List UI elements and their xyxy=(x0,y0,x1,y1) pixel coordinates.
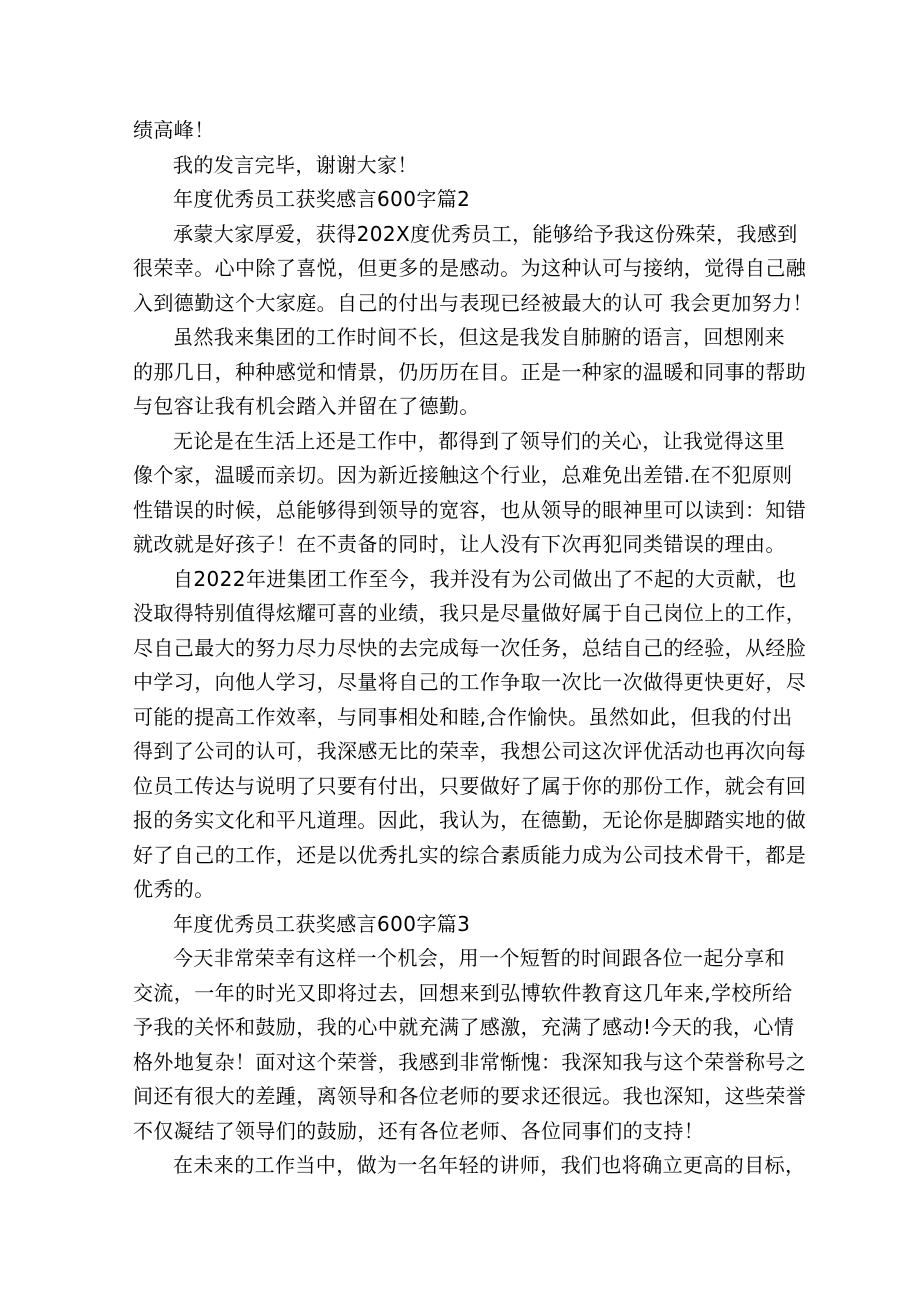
text-line: 年度优秀员工获奖感言600字篇2 xyxy=(173,187,471,211)
text-line: 予我的关怀和鼓励，我的心中就充满了感激，充满了感动!今天的我，心情 xyxy=(133,1015,795,1039)
text-line: 优秀的。 xyxy=(133,877,215,901)
text-line: 年度优秀员工获奖感言600字篇3 xyxy=(173,911,471,936)
text-line: 没取得特别值得炫耀可喜的业绩，我只是尽量做好属于自己岗位上的工作， xyxy=(133,601,807,625)
text-line: 报的务实文化和平凡道理。因此，我认为，在德勤，无论你是脚踏实地的做 xyxy=(133,808,807,832)
text-line: 好了自己的工作，还是以优秀扎实的综合素质能力成为公司技术骨干，都是 xyxy=(133,842,807,867)
text-line: 很荣幸。心中除了喜悦，但更多的是感动。为这种认可与接纳，觉得自己融 xyxy=(133,256,807,280)
text-line: 入到德勤这个大家庭。自己的付出与表现已经被最大的认可 我会更加努力！ xyxy=(133,290,813,315)
text-line: 尽自己最大的努力尽力尽快的去完成每一次任务，总结自己的经验，从经脸 xyxy=(133,635,807,660)
text-line: 性错误的时候，总能够得到领导的宽容，也从领导的眼神里可以读到：知错 xyxy=(133,497,807,522)
text-line: 就改就是好孩子！在不责备的同时，让人没有下次再犯同类错误的理由。 xyxy=(133,532,786,556)
text-line: 可能的提高工作效率，与同事相处和睦,合作愉快。虽然如此，但我的付出 xyxy=(133,704,793,729)
text-line: 承蒙大家厚爱，获得202X度优秀员工，能够给予我这份殊荣，我感到 xyxy=(173,221,798,246)
text-line: 的那几日，种种感觉和情景，仍历历在目。正是一种家的温暖和同事的帮助 xyxy=(133,359,807,384)
text-line: 不仅凝结了领导们的鼓励，还有各位老师、各位同事们的支持！ xyxy=(133,1118,705,1143)
text-line: 无论是在生活上还是工作中，都得到了领导们的关心，让我觉得这里 xyxy=(173,428,785,453)
text-line: 交流，一年的时光又即将过去，回想来到弘博软件教育这几年来,学校所给 xyxy=(133,980,793,1005)
text-line: 位员工传达与说明了只要有付出，只要做好了属于你的那份工作，就会有回 xyxy=(133,773,807,798)
text-line: 像个家，温暖而亲切。因为新近接触这个行业，总难免出差错.在不犯原则 xyxy=(133,463,793,487)
text-line: 绩高峰！ xyxy=(133,118,215,142)
text-line: 今天非常荣幸有这样一个机会，用一个短暂的时间跟各位一起分享和 xyxy=(173,946,785,970)
text-line: 我的发言完毕，谢谢大家！ xyxy=(173,152,418,177)
text-line: 间还有很大的差踵，离领导和各位老师的要求还很远。我也深知，这些荣誉 xyxy=(133,1084,807,1108)
text-line: 虽然我来集团的工作时间不长，但这是我发自肺腑的语言，回想刚来 xyxy=(173,325,785,349)
text-line: 与包容让我有机会踏入并留在了德勤。 xyxy=(133,394,480,418)
text-line: 在未来的工作当中，做为一名年轻的讲师，我们也将确立更高的目标， xyxy=(173,1153,806,1177)
text-line: 得到了公司的认可，我深感无比的荣幸，我想公司这次评优活动也再次向每 xyxy=(133,739,807,763)
text-line: 格外地复杂！面对这个荣誉，我感到非常惭愧：我深知我与这个荣誉称号之 xyxy=(133,1049,807,1074)
text-line: 自2022年进集团工作至今，我并没有为公司做出了不起的大贡献，也 xyxy=(173,566,797,591)
text-line: 中学习，向他人学习，尽量将自己的工作争取一次比一次做得更快更好，尽 xyxy=(133,670,807,694)
document-body xyxy=(133,113,813,1183)
